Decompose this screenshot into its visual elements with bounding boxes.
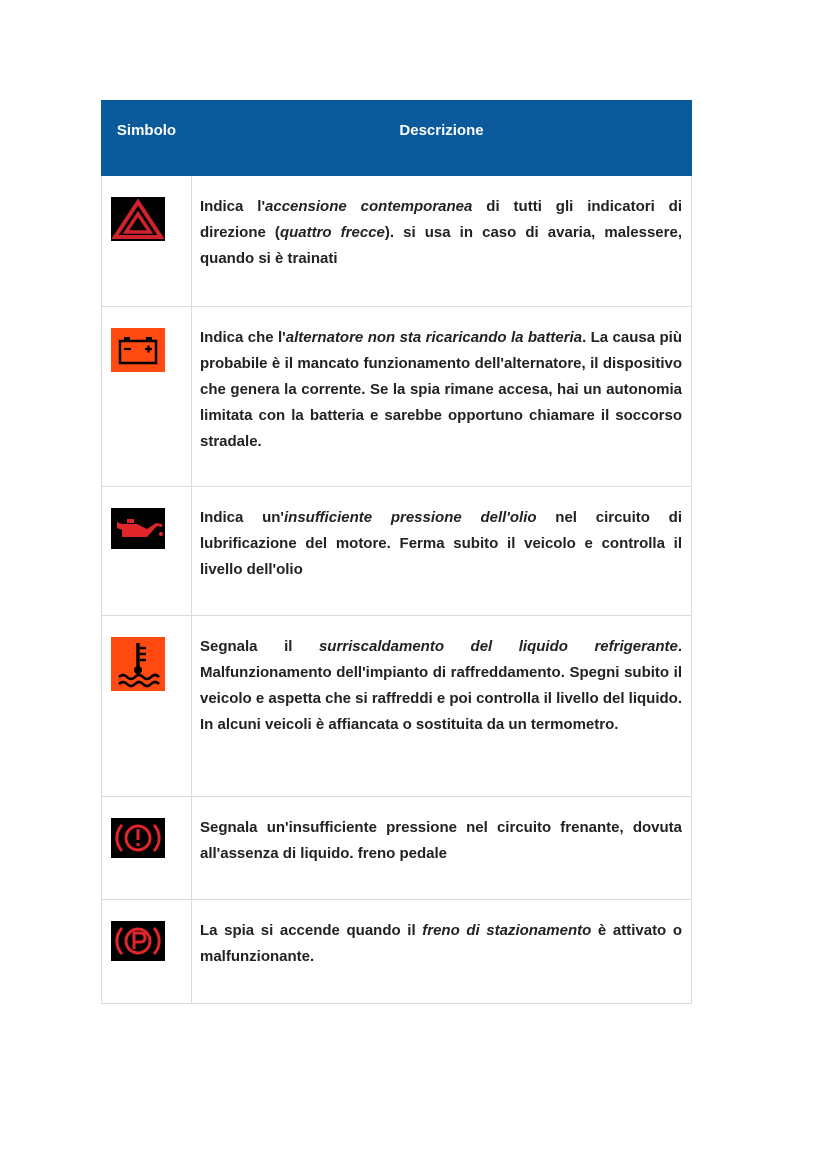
symbol-cell xyxy=(102,176,192,307)
description-text: . Malfunzionamento dell'impianto di raffreddamento. Spegni subito il veicolo e aspetta che si raffreddi e poi controlla il livello del liquido. In alcuni veicoli è affiancata o sostituita da un termometro. xyxy=(200,638,682,733)
table-header-row xyxy=(102,101,692,176)
hazard-triangle-icon xyxy=(111,197,165,241)
description-cell xyxy=(192,797,692,900)
table-row xyxy=(102,797,692,900)
description-emphasis: freno di stazionamento xyxy=(422,922,592,939)
description-text: Segnala il xyxy=(200,638,319,655)
description-text: La spia si accende quando il xyxy=(200,922,423,939)
description-text: Indica l' xyxy=(200,198,266,215)
description-text: ). si usa in caso di avaria, malessere, quando si è trainati xyxy=(200,224,682,267)
description-text: di tutti gli indicatori di direzione ( xyxy=(200,198,682,241)
description-emphasis: alternatore non sta ricaricando la batteria xyxy=(285,329,583,346)
symbol-cell xyxy=(102,900,192,1004)
oil-can-icon xyxy=(111,508,165,549)
warning-lights-table xyxy=(101,100,692,1004)
symbol-cell xyxy=(102,616,192,797)
battery-icon xyxy=(111,328,165,372)
symbol-cell xyxy=(102,797,192,900)
description-text: Indica che l' xyxy=(200,329,286,346)
table-row xyxy=(102,900,692,1004)
description-text: Indica un' xyxy=(200,509,284,526)
description-cell xyxy=(192,900,692,1004)
table-row xyxy=(102,176,692,307)
table-row xyxy=(102,616,692,797)
brake-warning-icon xyxy=(111,818,165,858)
description-emphasis: insufficiente pressione dell'olio xyxy=(284,509,537,526)
header-description: Descrizione xyxy=(192,101,692,176)
description-emphasis: quattro frecce xyxy=(279,224,385,241)
description-cell xyxy=(192,176,692,307)
header-symbol: Simbolo xyxy=(102,101,192,176)
description-text: è attivato o malfunzionante. xyxy=(200,922,682,965)
description-emphasis: surriscaldamento del liquido refrigerante xyxy=(318,638,678,655)
description-text: Segnala un'insufficiente pressione nel circuito frenante, dovuta all'assenza di liquido. freno pedale xyxy=(200,819,682,862)
description-cell xyxy=(192,616,692,797)
table-row xyxy=(102,487,692,616)
parking-brake-icon xyxy=(111,921,165,961)
coolant-temperature-icon xyxy=(111,637,165,691)
description-text: nel circuito di lubrificazione del motore. Ferma subito il veicolo e controlla il livello dell'olio xyxy=(200,509,682,578)
description-cell xyxy=(192,487,692,616)
symbol-cell xyxy=(102,487,192,616)
symbol-cell xyxy=(102,307,192,487)
description-text: . La causa più probabile è il mancato funzionamento dell'alternatore, il dispositivo che genera la corrente. Se la spia rimane accesa, hai un autonomia limitata con la batteria e sarebbe opportuno chiamare il soccorso stradale. xyxy=(200,329,682,450)
table-row xyxy=(102,307,692,487)
description-emphasis: accensione contemporanea xyxy=(265,198,473,215)
description-cell xyxy=(192,307,692,487)
